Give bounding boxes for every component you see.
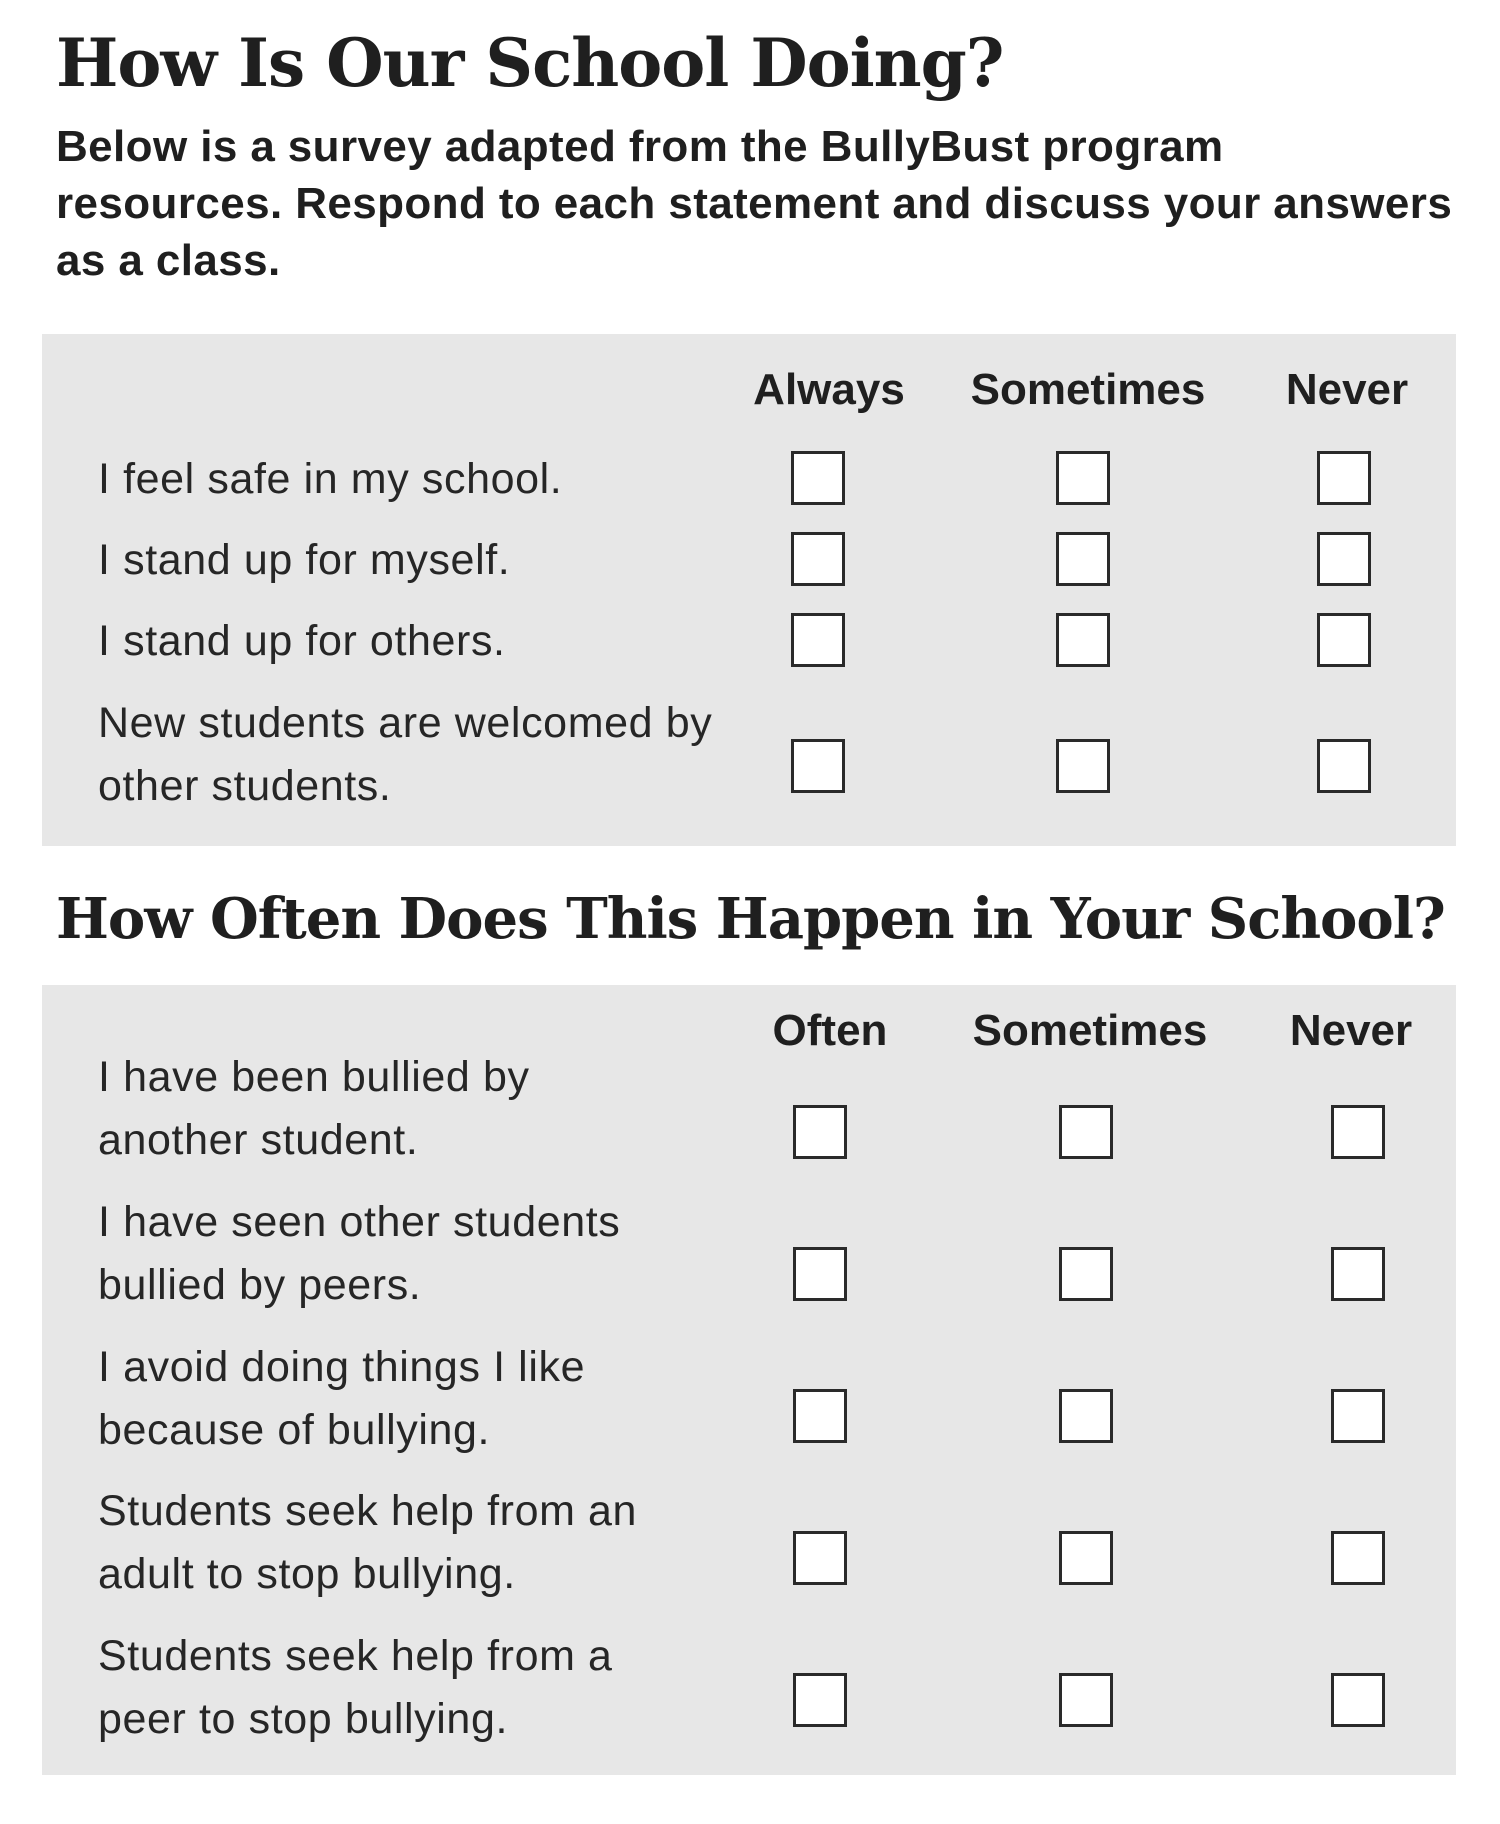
statement-new-students-welcomed: New students are welcomed by other students. bbox=[98, 699, 713, 810]
survey-panel-frequency bbox=[42, 985, 1456, 1775]
checkbox-new-students-never[interactable] bbox=[1317, 739, 1371, 793]
checkbox-help-peer-never[interactable] bbox=[1331, 1673, 1385, 1727]
checkbox-new-students-always[interactable] bbox=[791, 739, 845, 793]
column-header-sometimes: Sometimes bbox=[972, 1006, 1208, 1055]
checkbox-stand-up-others-never[interactable] bbox=[1317, 613, 1371, 667]
statement-been-bullied: I have been bullied by another student. bbox=[98, 1053, 530, 1164]
checkbox-help-adult-often[interactable] bbox=[793, 1531, 847, 1585]
checkbox-avoid-things-often[interactable] bbox=[793, 1389, 847, 1443]
statement-help-adult: Students seek help from an adult to stop bullying. bbox=[98, 1487, 638, 1598]
checkbox-stand-up-myself-sometimes[interactable] bbox=[1056, 532, 1110, 586]
checkbox-stand-up-myself-never[interactable] bbox=[1317, 532, 1371, 586]
statement-seen-bullied: I have seen other students bullied by peers. bbox=[98, 1198, 621, 1309]
checkbox-help-adult-sometimes[interactable] bbox=[1059, 1531, 1113, 1585]
column-header-always: Always bbox=[753, 365, 905, 414]
checkbox-avoid-things-sometimes[interactable] bbox=[1059, 1389, 1113, 1443]
checkbox-help-peer-often[interactable] bbox=[793, 1673, 847, 1727]
column-header-sometimes: Sometimes bbox=[970, 365, 1206, 414]
checkbox-seen-bullied-often[interactable] bbox=[793, 1247, 847, 1301]
checkbox-help-adult-never[interactable] bbox=[1331, 1531, 1385, 1585]
checkbox-feel-safe-sometimes[interactable] bbox=[1056, 451, 1110, 505]
section-title: How Often Does This Happen in Your School? bbox=[56, 886, 1445, 952]
survey-panel-school bbox=[42, 334, 1456, 846]
checkbox-seen-bullied-sometimes[interactable] bbox=[1059, 1247, 1113, 1301]
checkbox-been-bullied-sometimes[interactable] bbox=[1059, 1105, 1113, 1159]
checkbox-help-peer-sometimes[interactable] bbox=[1059, 1673, 1113, 1727]
statement-stand-up-others: I stand up for others. bbox=[98, 617, 506, 665]
statement-avoid-things: I avoid doing things I like because of bullying. bbox=[98, 1343, 586, 1454]
intro-text: Below is a survey adapted from the BullyBust program resources. Respond to each statement and discuss your answers as a class. bbox=[56, 122, 1453, 285]
checkbox-feel-safe-always[interactable] bbox=[791, 451, 845, 505]
checkbox-been-bullied-never[interactable] bbox=[1331, 1105, 1385, 1159]
statement-stand-up-myself: I stand up for myself. bbox=[98, 536, 511, 584]
statement-help-peer: Students seek help from a peer to stop bullying. bbox=[98, 1632, 613, 1743]
column-header-often: Often bbox=[772, 1006, 888, 1055]
column-header-never: Never bbox=[1289, 1006, 1413, 1055]
checkbox-new-students-sometimes[interactable] bbox=[1056, 739, 1110, 793]
checkbox-been-bullied-often[interactable] bbox=[793, 1105, 847, 1159]
checkbox-seen-bullied-never[interactable] bbox=[1331, 1247, 1385, 1301]
checkbox-stand-up-myself-always[interactable] bbox=[791, 532, 845, 586]
statement-feel-safe: I feel safe in my school. bbox=[98, 455, 563, 503]
checkbox-stand-up-others-sometimes[interactable] bbox=[1056, 613, 1110, 667]
checkbox-feel-safe-never[interactable] bbox=[1317, 451, 1371, 505]
checkbox-avoid-things-never[interactable] bbox=[1331, 1389, 1385, 1443]
column-header-never: Never bbox=[1285, 365, 1409, 414]
checkbox-stand-up-others-always[interactable] bbox=[791, 613, 845, 667]
page-title: How Is Our School Doing? bbox=[56, 24, 1004, 102]
